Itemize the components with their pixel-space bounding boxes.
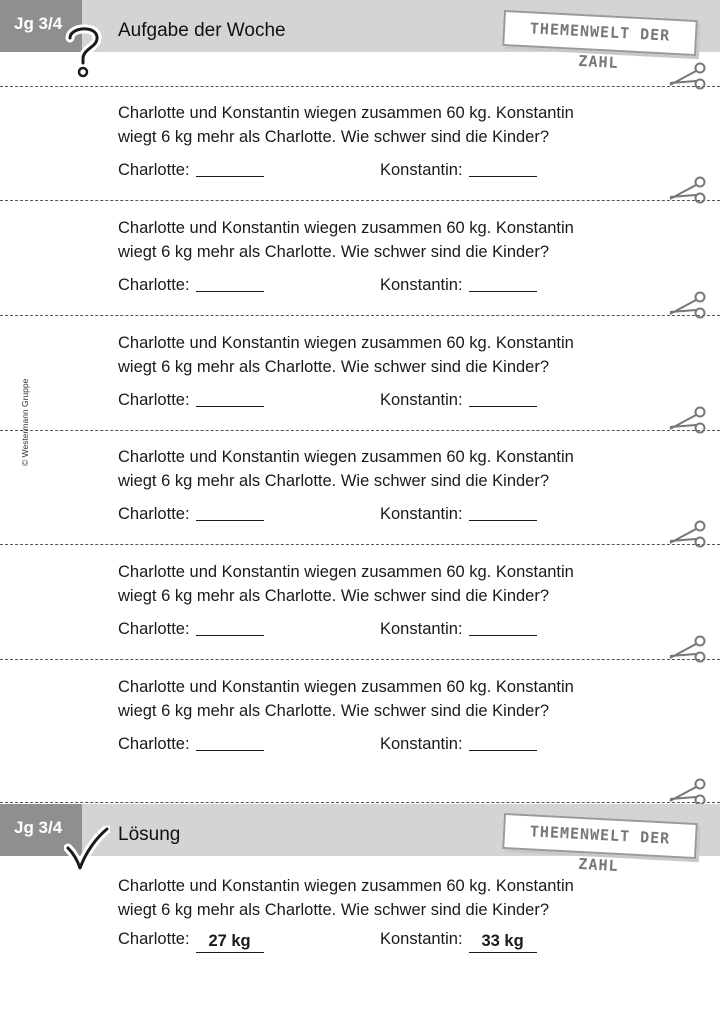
charlotte-blank[interactable] [196,615,264,636]
konstantin-label: Konstantin: [380,161,463,179]
charlotte-blank[interactable] [196,500,264,521]
cut-line [0,544,720,545]
copyright-note: © Westermann Gruppe [20,378,30,466]
charlotte-blank[interactable] [196,730,264,751]
cut-line [0,200,720,201]
checkmark-icon [64,826,110,872]
task-question-line-2: wiegt 6 kg mehr als Charlotte. Wie schwer sind die Kinder? [118,128,550,146]
konstantin-blank[interactable] [469,615,537,636]
charlotte-blank[interactable] [196,156,264,177]
konstantin-label: Konstantin: [380,391,463,409]
task-block [118,445,678,526]
task-question-line-2: wiegt 6 kg mehr als Charlotte. Wie schwer sind die Kinder? [118,358,550,376]
page-title: Aufgabe der Woche [118,20,286,41]
task-question-line-2: wiegt 6 kg mehr als Charlotte. Wie schwer sind die Kinder? [118,587,550,605]
konstantin-label: Konstantin: [380,505,463,523]
cut-line [0,86,720,87]
answer-konstantin [380,613,537,641]
task-question-line-2: wiegt 6 kg mehr als Charlotte. Wie schwer sind die Kinder? [118,472,550,490]
solution-answer-row [118,927,678,955]
konstantin-blank[interactable] [469,386,537,407]
charlotte-answer-value: 27 kg [196,932,264,953]
konstantin-blank[interactable] [469,156,537,177]
charlotte-label: Charlotte: [118,620,190,638]
solution-grade-badge: Jg 3/4 [0,804,82,856]
answer-konstantin [380,498,537,526]
konstantin-blank[interactable] [469,271,537,292]
answer-row [118,384,678,412]
answer-row [118,613,678,641]
answer-konstantin [380,384,537,412]
solution-block [118,874,678,955]
task-question-line-2: wiegt 6 kg mehr als Charlotte. Wie schwer sind die Kinder? [118,243,550,261]
task-question-line-1: Charlotte und Konstantin wiegen zusammen 60 kg. Konstantin [118,678,574,696]
konstantin-blank[interactable] [469,730,537,751]
answer-row [118,269,678,297]
charlotte-label: Charlotte: [118,161,190,179]
charlotte-label: Charlotte: [118,391,190,409]
solution-answer-konstantin [380,927,537,951]
answer-konstantin [380,154,537,182]
grade-badge: Jg 3/4 [0,0,82,52]
cut-line [0,802,720,803]
task-question-line-1: Charlotte und Konstantin wiegen zusammen 60 kg. Konstantin [118,334,574,352]
answer-charlotte [118,384,264,412]
konstantin-answer-value: 33 kg [469,932,537,953]
charlotte-label: Charlotte: [118,276,190,294]
question-mark-icon [62,22,104,80]
solution-title: Lösung [118,824,181,845]
task-block [118,675,678,756]
answer-row [118,154,678,182]
konstantin-label: Konstantin: [380,930,463,948]
answer-charlotte [118,269,264,297]
task-question-line-2: wiegt 6 kg mehr als Charlotte. Wie schwer sind die Kinder? [118,702,550,720]
task-block [118,216,678,297]
solution-question-line-1: Charlotte und Konstantin wiegen zusammen 60 kg. Konstantin [118,877,574,895]
themenwelt-stamp: THEMENWELT DER ZAHL [502,10,698,56]
answer-charlotte [118,728,264,756]
answer-charlotte [118,154,264,182]
charlotte-label: Charlotte: [118,930,190,948]
task-question-line-1: Charlotte und Konstantin wiegen zusammen 60 kg. Konstantin [118,104,574,122]
konstantin-label: Konstantin: [380,276,463,294]
solution-themenwelt-stamp: THEMENWELT DER ZAHL [502,813,698,859]
answer-charlotte [118,613,264,641]
charlotte-label: Charlotte: [118,505,190,523]
charlotte-label: Charlotte: [118,735,190,753]
cut-line [0,430,720,431]
charlotte-blank[interactable] [196,386,264,407]
solution-answer-charlotte [118,927,264,951]
task-question-line-1: Charlotte und Konstantin wiegen zusammen 60 kg. Konstantin [118,563,574,581]
answer-charlotte [118,498,264,526]
scissors-icon [668,778,708,806]
task-block [118,331,678,412]
task-block [118,560,678,641]
charlotte-blank[interactable] [196,271,264,292]
task-block [118,101,678,182]
cut-line [0,315,720,316]
cut-line [0,659,720,660]
answer-row [118,498,678,526]
solution-question-line-2: wiegt 6 kg mehr als Charlotte. Wie schwer sind die Kinder? [118,901,550,919]
konstantin-blank[interactable] [469,500,537,521]
scissors-icon [668,62,708,90]
task-question-line-1: Charlotte und Konstantin wiegen zusammen 60 kg. Konstantin [118,448,574,466]
answer-row [118,728,678,756]
answer-konstantin [380,728,537,756]
konstantin-label: Konstantin: [380,620,463,638]
answer-konstantin [380,269,537,297]
konstantin-label: Konstantin: [380,735,463,753]
task-question-line-1: Charlotte und Konstantin wiegen zusammen 60 kg. Konstantin [118,219,574,237]
